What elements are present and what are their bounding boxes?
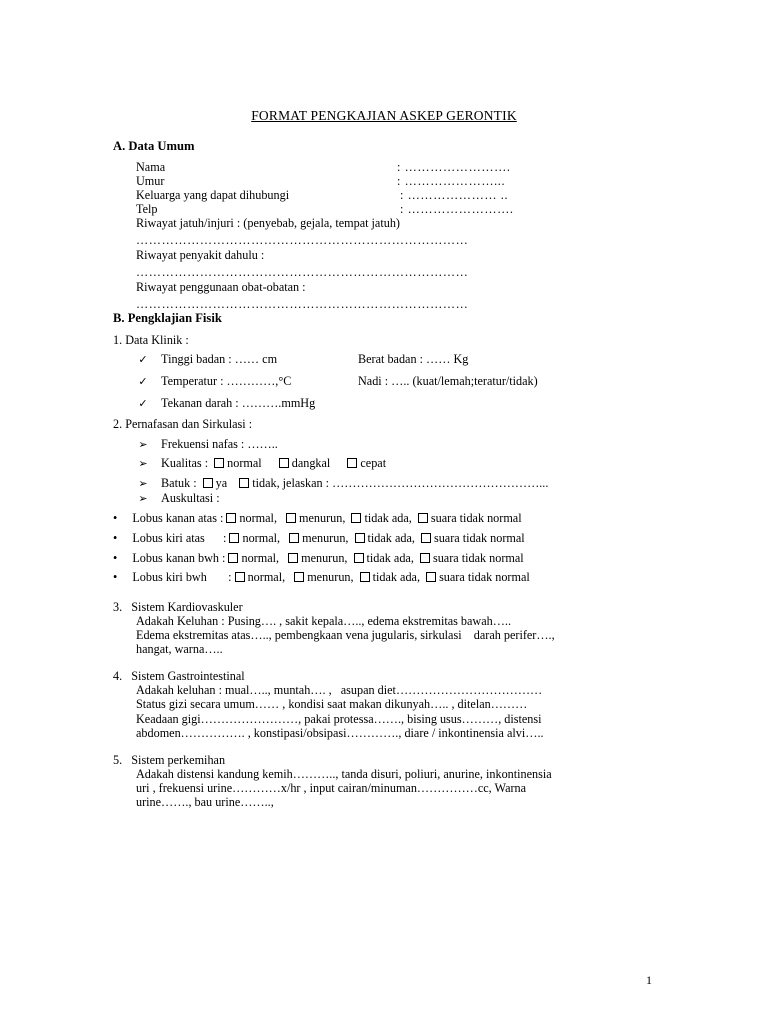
gastrointestinal-line: Keadaan gigi……………………, pakai protessa……., bising usus………, distensi (136, 712, 542, 726)
batuk-label: Batuk : (161, 476, 197, 490)
option-normal: normal, (242, 531, 281, 545)
checkbox-menurun[interactable] (294, 572, 304, 582)
gastrointestinal-line: Status gizi secara umum…… , kondisi saat makan dikunyah….. , ditelan……… (136, 697, 528, 711)
option-menurun: menurun, (299, 511, 346, 525)
kualitas-row (136, 456, 386, 472)
check-icon: ✓ (138, 376, 148, 388)
check-icon: ✓ (138, 398, 148, 410)
option-tidak-jelaskan: tidak, jelaskan : ……………………………………………... (252, 476, 549, 490)
checkbox-normal[interactable] (214, 458, 224, 468)
perkemihan-line: uri , frekuensi urine…………x/hr , input cairan/minuman……………cc, Warna (136, 781, 527, 795)
riwayat-jatuh-dotline: …………………………………………………………………… (136, 233, 469, 247)
checkbox-tidak-ada[interactable] (360, 572, 370, 582)
tinggi-badan-row (136, 352, 277, 368)
checkbox-tidak-ada[interactable] (354, 553, 364, 563)
kardiovaskuler-line: hangat, warna….. (136, 642, 223, 656)
option-tidak-ada: tidak ada, (372, 570, 421, 584)
berat-badan-field: Berat badan : …… Kg (358, 352, 469, 366)
field-umur-value: : …………………... (397, 174, 506, 188)
checkbox-menurun[interactable] (286, 513, 296, 523)
kardiovaskuler-label: 3. Sistem Kardiovaskuler (113, 600, 243, 614)
option-normal: normal, (247, 570, 286, 584)
field-telp-label: Telp (136, 202, 158, 216)
arrow-bullet-icon: ➢ (138, 478, 148, 490)
lobus-row (113, 511, 522, 526)
kualitas-label: Kualitas : (161, 456, 209, 470)
option-tidak-ada: tidak ada, (366, 551, 414, 565)
field-umur-label: Umur (136, 174, 165, 188)
perkemihan-line: urine……., bau urine…….., (136, 795, 274, 809)
option-dangkal: dangkal (291, 456, 331, 470)
checkbox-menurun[interactable] (288, 553, 298, 563)
lobus-row (113, 531, 525, 546)
batuk-row (136, 476, 548, 492)
kardiovaskuler-line: Adakah Keluhan : Pusing…. , sakit kepala….., edema ekstremitas bawah….. (136, 614, 512, 628)
checkbox-menurun[interactable] (289, 533, 299, 543)
option-menurun: menurun, (302, 531, 349, 545)
checkbox-suara-tidak-normal[interactable] (426, 572, 436, 582)
pernafasan-label: 2. Pernafasan dan Sirkulasi : (113, 417, 253, 431)
lobus-row (113, 570, 530, 585)
riwayat-penyakit-dotline: …………………………………………………………………… (136, 265, 469, 279)
temperatur-field: Temperatur : …………,°C (161, 374, 292, 388)
nadi-field: Nadi : ….. (kuat/lemah;teratur/tidak) (358, 374, 538, 388)
perkemihan-line: Adakah distensi kandung kemih……….., tanda disuri, poliuri, anurine, inkontinensia (136, 767, 552, 781)
bullet-icon: • (113, 531, 118, 545)
perkemihan-label: 5. Sistem perkemihan (113, 753, 226, 767)
riwayat-jatuh-label: Riwayat jatuh/injuri : (penyebab, gejala, tempat jatuh) (136, 216, 400, 230)
option-tidak-ada: tidak ada, (364, 511, 412, 525)
checkbox-normal[interactable] (235, 572, 245, 582)
checkbox-tidak-ada[interactable] (351, 513, 361, 523)
option-tidak-ada: tidak ada, (367, 531, 415, 545)
lobus-label: Lobus kiri bwh : (132, 570, 232, 584)
lobus-label: Lobus kanan bwh : (132, 551, 226, 565)
section-a-heading: A. Data Umum (113, 139, 195, 153)
frekuensi-field: Frekuensi nafas : …….. (161, 437, 278, 451)
arrow-bullet-icon: ➢ (138, 493, 148, 505)
document-title: FORMAT PENGKAJIAN ASKEP GERONTIK (251, 108, 517, 123)
option-normal: normal, (239, 511, 277, 525)
lobus-label: Lobus kanan atas : (132, 511, 224, 525)
field-nama-label: Nama (136, 160, 166, 174)
page-number: 1 (646, 973, 652, 987)
option-cepat: cepat (360, 456, 387, 470)
kardiovaskuler-line: Edema ekstremitas atas….., pembengkaan vena jugularis, sirkulasi darah perifer…., (136, 628, 555, 642)
field-keluarga-value: : ………………… .. (400, 188, 509, 202)
data-klinik-label: 1. Data Klinik : (113, 333, 189, 347)
frekuensi-row (136, 437, 278, 453)
temperatur-row (136, 374, 291, 390)
lobus-row (113, 551, 524, 566)
bullet-icon: • (113, 570, 118, 584)
auskultasi-label: Auskultasi : (161, 491, 220, 505)
gastrointestinal-line: Adakah keluhan : mual….., muntah…. , asupan diet……………………………… (136, 683, 543, 697)
checkbox-suara-tidak-normal[interactable] (421, 533, 431, 543)
checkbox-ya[interactable] (203, 478, 213, 488)
checkbox-tidak-ada[interactable] (355, 533, 365, 543)
option-suara-tidak-normal: suara tidak normal (439, 570, 530, 584)
checkbox-tidak[interactable] (239, 478, 249, 488)
bullet-icon: • (113, 551, 118, 565)
tinggi-badan-field: Tinggi badan : …… cm (161, 352, 278, 366)
check-icon: ✓ (138, 354, 148, 366)
checkbox-suara-tidak-normal[interactable] (418, 513, 428, 523)
option-suara-tidak-normal: suara tidak normal (432, 551, 524, 565)
checkbox-suara-tidak-normal[interactable] (420, 553, 430, 563)
riwayat-obat-label: Riwayat penggunaan obat-obatan : (136, 280, 306, 294)
checkbox-cepat[interactable] (347, 458, 357, 468)
checkbox-dangkal[interactable] (279, 458, 289, 468)
field-telp-value: : ……………………. (400, 202, 514, 216)
arrow-bullet-icon: ➢ (138, 458, 148, 470)
option-menurun: menurun, (307, 570, 354, 584)
tekanan-darah-row (136, 396, 315, 412)
option-normal: normal, (241, 551, 280, 565)
riwayat-obat-dotline: …………………………………………………………………… (136, 297, 469, 311)
riwayat-penyakit-label: Riwayat penyakit dahulu : (136, 248, 265, 262)
lobus-label: Lobus kiri atas : (132, 531, 227, 545)
gastrointestinal-label: 4. Sistem Gastrointestinal (113, 669, 245, 683)
bullet-icon: • (113, 511, 118, 525)
checkbox-normal[interactable] (228, 553, 238, 563)
option-normal: normal (227, 456, 262, 470)
arrow-bullet-icon: ➢ (138, 439, 148, 451)
section-b-heading: B. Pengklajian Fisik (113, 311, 222, 325)
option-menurun: menurun, (301, 551, 348, 565)
option-suara-tidak-normal: suara tidak normal (433, 531, 525, 545)
field-keluarga-label: Keluarga yang dapat dihubungi (136, 188, 290, 202)
gastrointestinal-line: abdomen……………. , konstipasi/obsipasi…………., diare / inkontinensia alvi….. (136, 726, 544, 740)
option-ya: ya (215, 476, 228, 490)
checkbox-normal[interactable] (226, 513, 236, 523)
checkbox-normal[interactable] (229, 533, 239, 543)
auskultasi-row (136, 491, 220, 507)
option-suara-tidak-normal: suara tidak normal (430, 511, 522, 525)
tekanan-darah-field: Tekanan darah : ……….mmHg (161, 396, 316, 410)
field-nama-value: : ……………………. (397, 160, 511, 174)
